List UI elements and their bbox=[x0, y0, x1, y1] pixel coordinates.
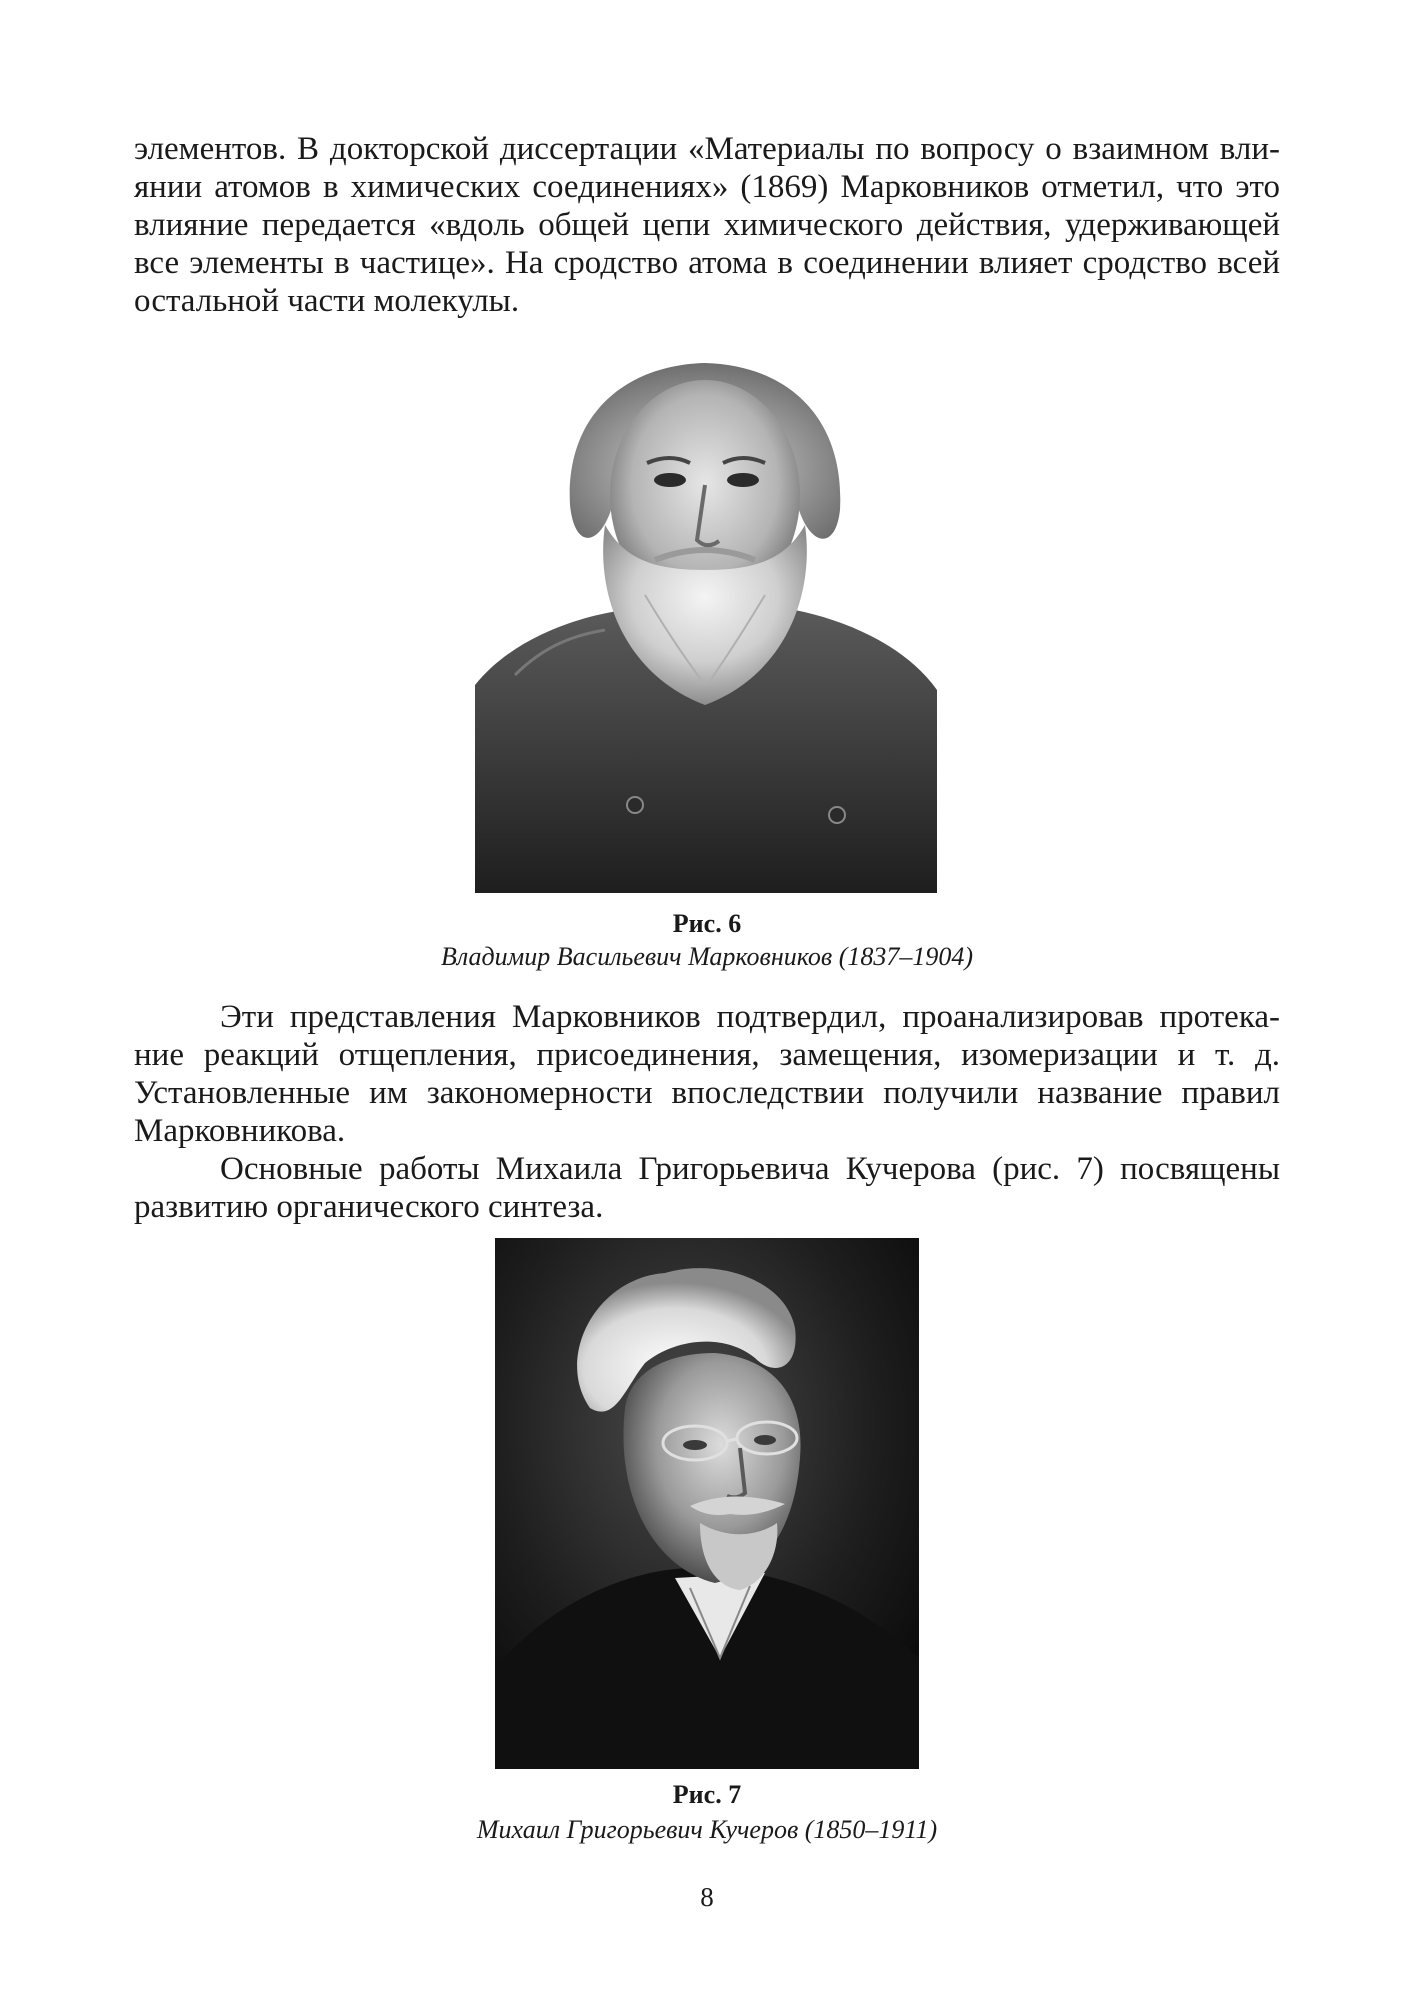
text-line: Эти представления Марковников подтвердил, проанализировав протека- bbox=[220, 999, 1280, 1035]
paragraph-markovnikov-rules bbox=[134, 998, 1280, 1150]
text-line: янии атомов в химических соединениях» (1869) Марковников отметил, что это bbox=[134, 169, 1280, 205]
paragraph-markovnikov-dissertation bbox=[134, 130, 1280, 320]
figure-7-caption: Михаил Григорьевич Кучеров (1850–1911) bbox=[476, 1815, 938, 1844]
text-line: развитию органического синтеза. bbox=[134, 1189, 604, 1225]
portrait-kucherov bbox=[495, 1238, 919, 1769]
text-line: остальной части молекулы. bbox=[134, 283, 520, 319]
paragraph-kucherov bbox=[134, 1150, 1280, 1226]
text-line: Основные работы Михаила Григорьевича Кучерова (рис. 7) посвящены bbox=[220, 1151, 1280, 1187]
figure-6-caption: Владимир Васильевич Марковников (1837–1904) bbox=[440, 942, 974, 971]
figure-6-label: Рис. 6 bbox=[672, 909, 742, 938]
portrait-markovnikov bbox=[475, 345, 937, 893]
text-line: Марковникова. bbox=[134, 1113, 346, 1149]
page-number: 8 bbox=[700, 1882, 714, 1912]
text-line: все элементы в частице». На сродство атома в соединении влияет сродство всей bbox=[134, 245, 1280, 281]
text-line: элементов. В докторской диссертации «Материалы по вопросу о взаимном вли- bbox=[134, 131, 1280, 167]
text-line: влияние передается «вдоль общей цепи химического действия, удерживающей bbox=[134, 207, 1280, 243]
text-line: Установленные им закономерности впоследствии получили название правил bbox=[134, 1075, 1280, 1111]
text-line: ние реакций отщепления, присоединения, замещения, изомеризации и т. д. bbox=[134, 1037, 1280, 1073]
figure-7-label: Рис. 7 bbox=[672, 1780, 742, 1809]
